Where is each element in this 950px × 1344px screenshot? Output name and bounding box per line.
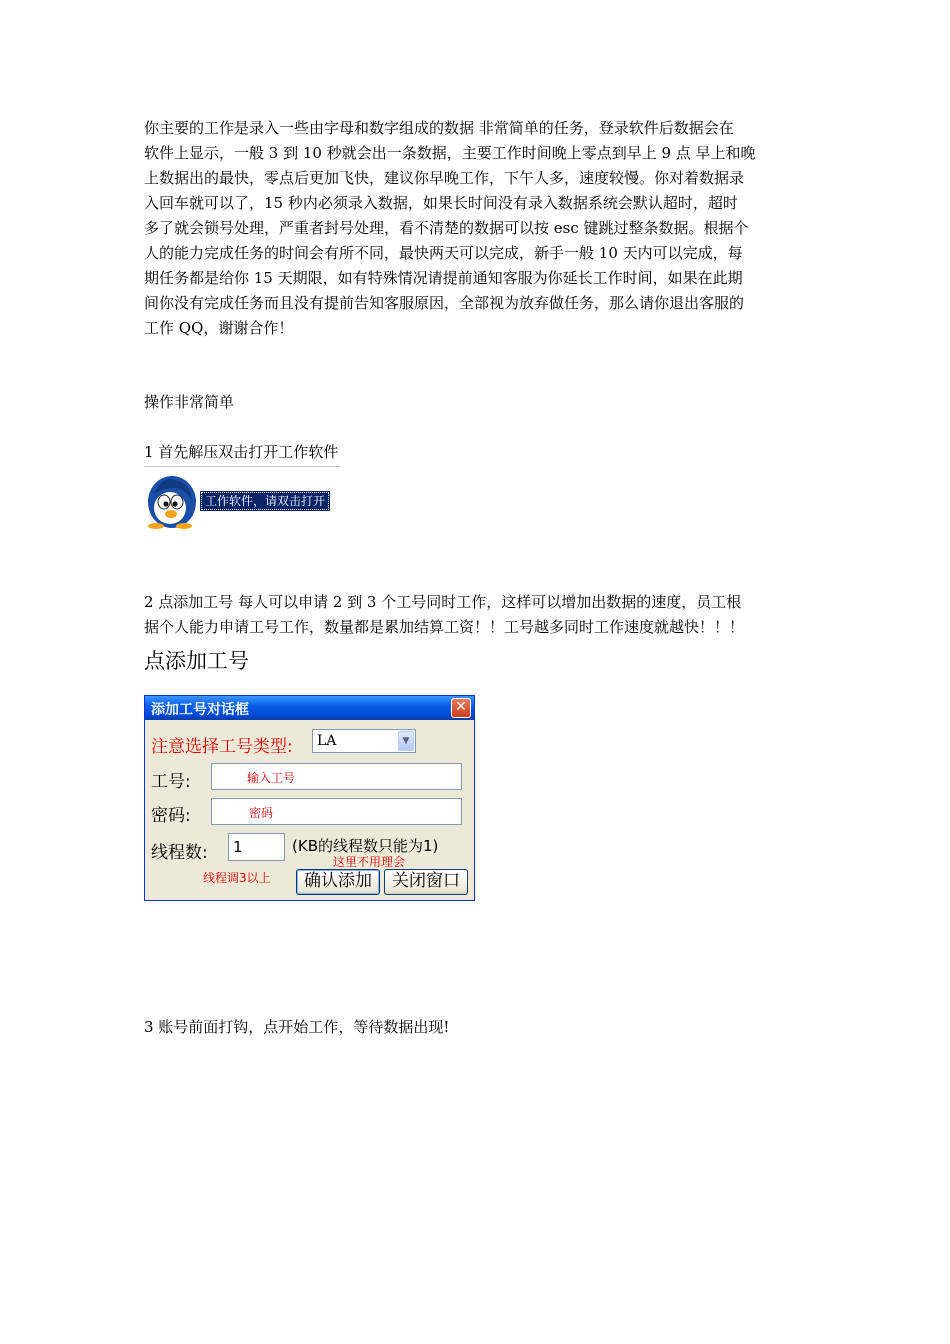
step1-text: 1 首先解压双击打开工作软件	[144, 443, 339, 461]
divider	[144, 466, 340, 467]
chevron-down-icon[interactable]: ▼	[398, 731, 414, 751]
software-file-shortcut[interactable]	[144, 466, 344, 530]
threads-note-ignore: 这里不用理会	[333, 855, 406, 869]
threads-note: (KB的线程数只能为1)	[292, 837, 439, 855]
intro-line: 间你没有完成任务而且没有提前告知客服原因，全部视为放弃做任务，那么请你退出客服的	[144, 294, 745, 312]
id-input-hint: 输入工号	[247, 771, 296, 785]
confirm-add-button[interactable]: 确认添加	[296, 869, 380, 895]
id-type-value: LA	[317, 733, 337, 749]
step3-text: 3 账号前面打钩，点开始工作，等待数据出现!	[144, 1018, 450, 1036]
id-label: 工号:	[151, 772, 191, 792]
intro-line: 期任务都是给你 15 天期限，如有特殊情况请提前通知客服为你延长工作时间，如果在此期	[144, 269, 743, 287]
close-icon[interactable]: ✕	[451, 698, 471, 718]
step2-heading: 点添加工号	[144, 649, 249, 673]
intro-line: 多了就会锁号处理，严重者封号处理，看不清楚的数据可以按 esc 键跳过整条数据。根据个	[144, 219, 749, 237]
threads-label: 线程数:	[151, 843, 208, 863]
intro-line: 你主要的工作是录入一些由字母和数字组成的数据 非常简单的任务，登录软件后数据会在	[144, 119, 734, 137]
dialog-title: 添加工号对话框	[151, 702, 249, 718]
id-type-label: 注意选择工号类型:	[151, 737, 293, 757]
close-window-button[interactable]: 关闭窗口	[384, 869, 468, 895]
step2-line: 2 点添加工号 每人可以申请 2 到 3 个工号同时工作，这样可以增加出数据的速度，员工根	[144, 593, 742, 611]
dialog-titlebar	[145, 696, 474, 720]
password-label: 密码:	[151, 806, 191, 826]
add-id-dialog	[144, 695, 475, 901]
file-name-label[interactable]: 工作软件，请双击打开	[201, 492, 329, 510]
intro-line: 软件上显示，一般 3 到 10 秒就会出一条数据，主要工作时间晚上零点到早上 9 点 早上和晚	[144, 144, 756, 162]
intro-line: 人的能力完成任务的时间会有所不同，最快两天可以完成，新手一般 10 天内可以完成，每	[144, 244, 743, 262]
intro-line: 入回车就可以了，15 秒内必须录入数据，如果长时间没有录入数据系统会默认超时，超时	[144, 194, 738, 212]
intro-line: 工作 QQ，谢谢合作！	[144, 319, 294, 337]
id-input[interactable]	[211, 763, 462, 790]
section-heading-simple: 操作非常简单	[144, 393, 235, 411]
penguin-mascot-icon	[144, 474, 200, 530]
threads-input[interactable]	[228, 833, 285, 861]
intro-line: 上数据出的最快，零点后更加飞快，建议你早晚工作，下午人多，速度较慢。你对着数据录	[144, 169, 745, 187]
step2-line: 据个人能力申请工号工作，数量都是累加结算工资！！工号越多同时工作速度就越快！！！	[144, 618, 745, 636]
password-input-hint: 密码	[249, 806, 274, 820]
id-type-select[interactable]	[312, 729, 416, 753]
threads-value: 1	[233, 838, 243, 856]
password-input[interactable]	[211, 798, 462, 825]
threads-tip: 线程调3以上	[203, 871, 271, 885]
